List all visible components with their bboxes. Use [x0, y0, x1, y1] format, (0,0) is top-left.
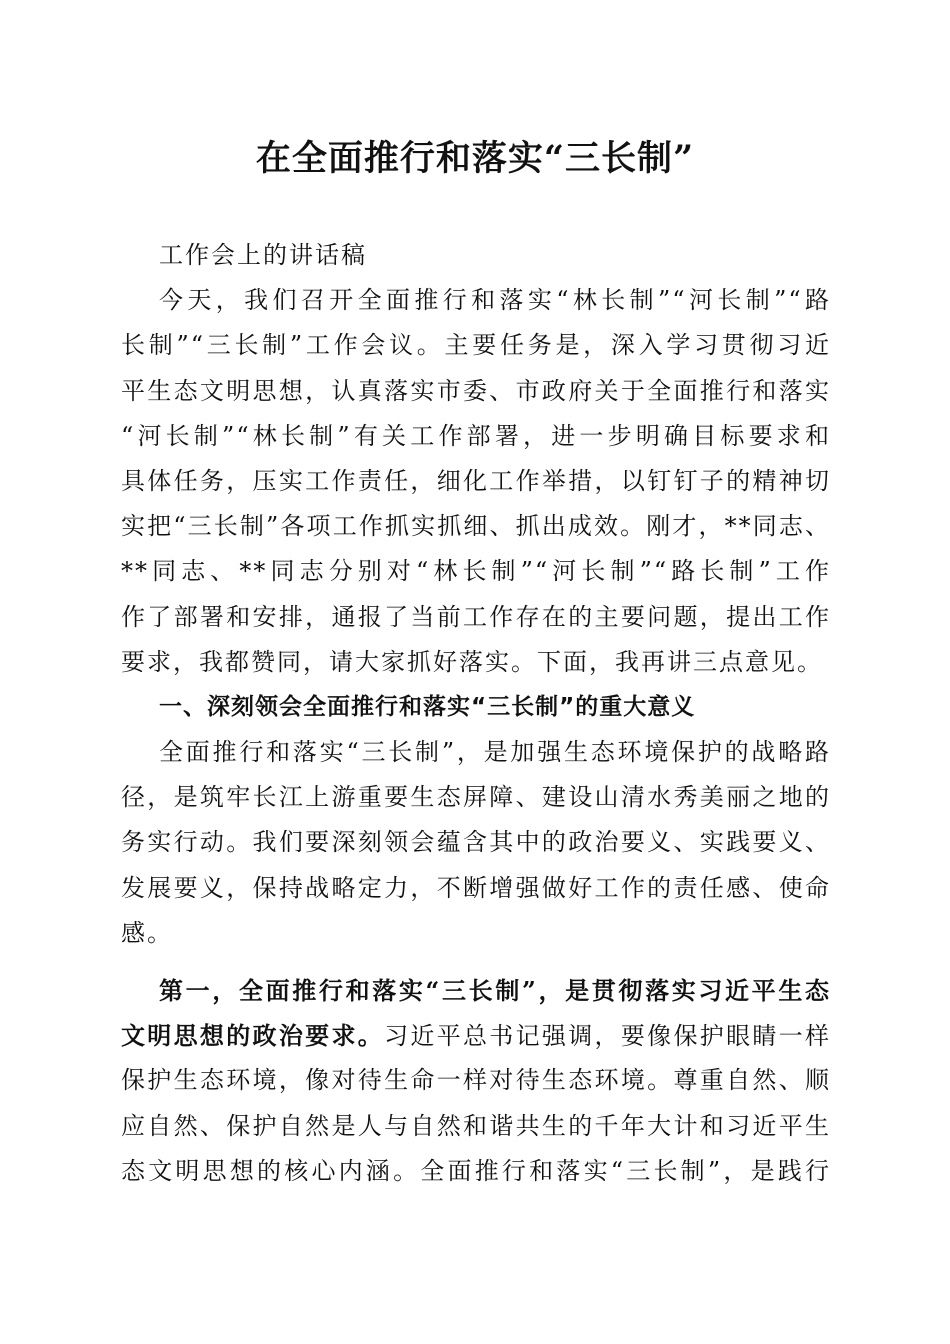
subtitle-line: 工作会上的讲话稿 [159, 241, 367, 269]
paragraph-line: “河长制”“林长制”有关工作部署，进一步明确目标要求和 [121, 421, 831, 450]
section-heading: 一、深刻领会全面推行和落实“三长制”的重大意义 [159, 693, 696, 720]
point1-paragraph [121, 968, 831, 1194]
paragraph-line: 全面推行和落实“三长制”，是加强生态环境保护的战略路 [159, 738, 831, 767]
paragraph-line: **同志、**同志分别对“林长制”“河长制”“路长制”工作 [121, 557, 831, 586]
intro-paragraph [121, 278, 831, 685]
paragraph-line: 态文明思想的核心内涵。全面推行和落实“三长制”，是践行 [121, 1156, 831, 1185]
paragraph-line: 实把“三长制”各项工作抓实抓细、抓出成效。刚才，**同志、 [121, 512, 831, 541]
document-title: 在全面推行和落实“三长制” [255, 138, 695, 179]
paragraph-line: 发展要义，保持战略定力，不断增强做好工作的责任感、使命 [121, 873, 831, 902]
bold-lead-text: 文明思想的政治要求。 [121, 1021, 385, 1051]
paragraph-line: 应自然、保护自然是人与自然和谐共生的千年大计和习近平生 [121, 1111, 831, 1140]
paragraph-spacer [121, 956, 831, 968]
paragraph-text: 习近平总书记强调，要像保护眼睛一样 [384, 1022, 832, 1051]
paragraph-line: 第一，全面推行和落实“三长制”，是贯彻落实习近平生态 [159, 976, 831, 1005]
paragraph-line: 径，是筑牢长江上游重要生态屏障、建设山清水秀美丽之地的 [121, 783, 831, 812]
paragraph-line: 务实行动。我们要深刻领会蕴含其中的政治要义、实践要义、 [121, 828, 831, 857]
paragraph-line: 具体任务，压实工作责任，细化工作举措，以钉钉子的精神切 [121, 466, 831, 495]
document-body [121, 233, 831, 1194]
paragraph-line: 长制”“三长制”工作会议。主要任务是，深入学习贯彻习近 [121, 331, 831, 360]
paragraph-line: 今天，我们召开全面推行和落实“林长制”“河长制”“路 [159, 286, 831, 315]
paragraph-line [121, 1013, 831, 1058]
paragraph-line: 平生态文明思想，认真落实市委、市政府关于全面推行和落实 [121, 376, 831, 405]
paragraph-line: 感。 [121, 918, 173, 947]
paragraph-line: 作了部署和安排，通报了当前工作存在的主要问题，提出工作 [121, 602, 831, 631]
paragraph-line: 保护生态环境，像对待生命一样对待生态环境。尊重自然、顺 [121, 1066, 831, 1095]
paragraph-line: 要求，我都赞同，请大家抓好落实。下面，我再讲三点意见。 [121, 647, 823, 676]
section1-paragraph [121, 730, 831, 956]
